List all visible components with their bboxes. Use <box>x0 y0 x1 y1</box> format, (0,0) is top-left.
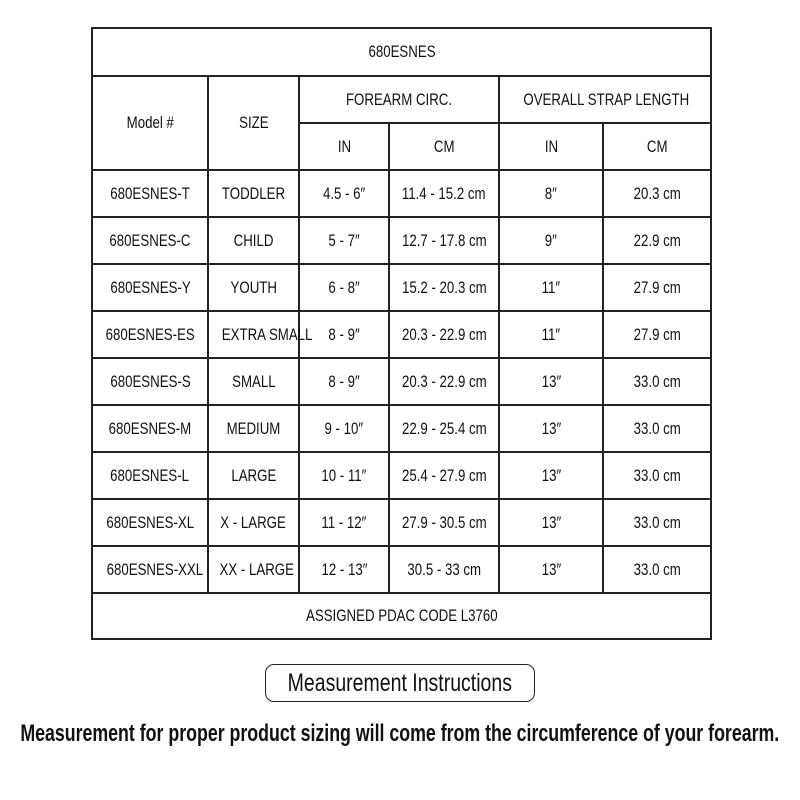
cell-size: XX - LARGE <box>208 546 299 593</box>
cell-forearm-in: 8 - 9″ <box>299 358 389 405</box>
cell-model: 680ESNES-S <box>92 358 208 405</box>
cell-strap-cm: 20.3 cm <box>603 170 711 217</box>
cell-forearm-cm: 11.4 - 15.2 cm <box>389 170 499 217</box>
cell-size: LARGE <box>208 452 299 499</box>
cell-strap-cm: 33.0 cm <box>603 452 711 499</box>
cell-strap-in: 9″ <box>499 217 603 264</box>
cell-forearm-in: 12 - 13″ <box>299 546 389 593</box>
cell-forearm-cm: 12.7 - 17.8 cm <box>389 217 499 264</box>
cell-model: 680ESNES-XXL <box>92 546 208 593</box>
cell-strap-cm: 33.0 cm <box>603 405 711 452</box>
table-row <box>92 499 711 546</box>
table-row <box>92 405 711 452</box>
measurement-instructions-button[interactable] <box>265 664 535 702</box>
cell-forearm-in: 4.5 - 6″ <box>299 170 389 217</box>
cell-model: 680ESNES-L <box>92 452 208 499</box>
cell-strap-cm: 22.9 cm <box>603 217 711 264</box>
header-size: SIZE <box>208 76 299 170</box>
cell-forearm-in: 10 - 11″ <box>299 452 389 499</box>
header-model: Model # <box>92 76 208 170</box>
size-chart-table <box>91 27 712 640</box>
header-row <box>92 76 711 123</box>
cell-model: 680ESNES-XL <box>92 499 208 546</box>
table-row <box>92 264 711 311</box>
table-row <box>92 217 711 264</box>
table-title: 680ESNES <box>92 28 711 76</box>
measurement-instructions-label: Measurement Instructions <box>287 668 513 697</box>
cell-forearm-cm: 22.9 - 25.4 cm <box>389 405 499 452</box>
cell-size: MEDIUM <box>208 405 299 452</box>
table-row <box>92 311 711 358</box>
cell-strap-in: 13″ <box>499 405 603 452</box>
cell-forearm-in: 6 - 8″ <box>299 264 389 311</box>
cell-strap-in: 13″ <box>499 499 603 546</box>
header-forearm-circ: FOREARM CIRC. <box>299 76 499 123</box>
table-row <box>92 170 711 217</box>
table-title-row <box>92 28 711 76</box>
cell-model: 680ESNES-ES <box>92 311 208 358</box>
cell-forearm-in: 11 - 12″ <box>299 499 389 546</box>
cell-strap-in: 11″ <box>499 311 603 358</box>
cell-forearm-in: 9 - 10″ <box>299 405 389 452</box>
table-row <box>92 358 711 405</box>
subheader-strap-cm: CM <box>603 123 711 170</box>
cell-strap-in: 13″ <box>499 546 603 593</box>
cell-size: SMALL <box>208 358 299 405</box>
cell-forearm-in: 8 - 9″ <box>299 311 389 358</box>
cell-strap-cm: 33.0 cm <box>603 358 711 405</box>
subheader-strap-in: IN <box>499 123 603 170</box>
cell-forearm-cm: 20.3 - 22.9 cm <box>389 358 499 405</box>
cell-strap-in: 13″ <box>499 452 603 499</box>
cell-size: EXTRA SMALL <box>208 311 299 358</box>
cell-size: X - LARGE <box>208 499 299 546</box>
cell-size: TODDLER <box>208 170 299 217</box>
cell-model: 680ESNES-M <box>92 405 208 452</box>
cell-model: 680ESNES-C <box>92 217 208 264</box>
cell-strap-cm: 33.0 cm <box>603 546 711 593</box>
cell-strap-cm: 27.9 cm <box>603 264 711 311</box>
cell-forearm-cm: 30.5 - 33 cm <box>389 546 499 593</box>
cell-strap-cm: 33.0 cm <box>603 499 711 546</box>
cell-forearm-cm: 25.4 - 27.9 cm <box>389 452 499 499</box>
subheader-forearm-cm: CM <box>389 123 499 170</box>
table-row <box>92 452 711 499</box>
cell-strap-in: 13″ <box>499 358 603 405</box>
cell-strap-in: 8″ <box>499 170 603 217</box>
cell-forearm-cm: 27.9 - 30.5 cm <box>389 499 499 546</box>
cell-model: 680ESNES-Y <box>92 264 208 311</box>
table-row <box>92 546 711 593</box>
pdac-code: ASSIGNED PDAC CODE L3760 <box>92 593 711 639</box>
cell-size: CHILD <box>208 217 299 264</box>
subheader-forearm-in: IN <box>299 123 389 170</box>
header-strap-length: OVERALL STRAP LENGTH <box>499 76 711 123</box>
cell-size: YOUTH <box>208 264 299 311</box>
measurement-description: Measurement for proper product sizing will come from the circumference of your forearm. <box>20 720 780 747</box>
cell-strap-in: 11″ <box>499 264 603 311</box>
cell-strap-cm: 27.9 cm <box>603 311 711 358</box>
cell-forearm-cm: 20.3 - 22.9 cm <box>389 311 499 358</box>
footer-row <box>92 593 711 639</box>
cell-model: 680ESNES-T <box>92 170 208 217</box>
cell-forearm-in: 5 - 7″ <box>299 217 389 264</box>
cell-forearm-cm: 15.2 - 20.3 cm <box>389 264 499 311</box>
